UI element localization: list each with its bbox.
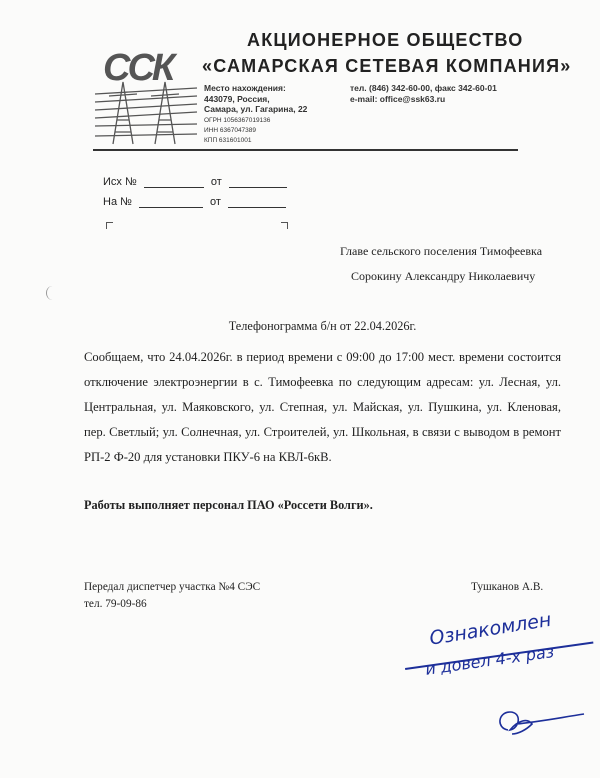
svg-text:ССК: ССК <box>103 47 173 89</box>
incoming-number-blank <box>139 196 203 208</box>
outgoing-ref-row <box>103 176 287 188</box>
outgoing-ref-label: Исх № <box>103 176 137 188</box>
company-contacts <box>350 83 497 104</box>
company-address <box>204 83 307 115</box>
company-phone: тел. (846) 342-60-00, факс 342-60-01 <box>350 83 497 93</box>
outgoing-date-blank <box>229 176 287 188</box>
incoming-date-label: от <box>210 196 221 208</box>
handwritten-signature <box>488 700 588 742</box>
address-line1: 443079, Россия, <box>204 93 270 104</box>
company-email: e-mail: office@ssk63.ru <box>350 93 446 104</box>
outgoing-number-blank <box>144 176 204 188</box>
company-registration <box>204 116 270 146</box>
incoming-date-blank <box>228 196 286 208</box>
works-note: Работы выполняет персонал ПАО «Россети Волги». <box>84 498 373 512</box>
fold-mark-right <box>281 222 288 229</box>
fold-mark-left <box>106 222 113 229</box>
sender-phone: тел. 79-09-86 <box>84 598 147 610</box>
address-label: Место нахождения: <box>204 83 286 93</box>
company-name-line1: АКЦИОНЕРНОЕ ОБЩЕСТВО <box>247 30 524 50</box>
kpp: КПП 631601001 <box>204 137 252 144</box>
message-body: Сообщаем, что 24.04.2026г. в период времени с 09:00 до 17:00 мест. времени состоится отключение электроэнергии в с. Тимофеевка по следующим адресам: ул. Лесная, ул. Центральная, ул. Маяковского, ул. Степная, ул. Майская, ул. Пушкина, ул. Кленовая, пер. Светлый; ул. Солнечная, ул. Строителей, ул. Школьная, в связи с выводом в ремонт РП-2 Ф-20 для установки ПКУ-6 на КВЛ-6кВ. <box>84 350 561 464</box>
company-logo <box>93 36 199 146</box>
hole-punch-mark <box>46 286 59 300</box>
sender-name: Тушканов А.В. <box>471 581 544 593</box>
ogrn: ОГРН 1056367019136 <box>204 117 271 124</box>
address-line2: Самара, ул. Гагарина, 22 <box>204 104 308 114</box>
outgoing-date-label: от <box>210 176 222 188</box>
inn: ИНН 6367047389 <box>204 127 257 134</box>
incoming-ref-label: На № <box>103 196 132 208</box>
sender-line: Передал диспетчер участка №4 СЭС <box>84 581 261 593</box>
incoming-ref-row <box>103 196 286 208</box>
telephonogram-title: Телефонограмма б/н от 22.04.2026г. <box>228 319 417 333</box>
addressee-line2: Сорокину Александру Николаевичу <box>351 269 536 283</box>
letterhead-divider <box>93 149 518 151</box>
addressee-line1: Главе сельского поселения Тимофеевка <box>340 244 543 258</box>
handwritten-note-line2: и довел 4-х раз <box>424 641 556 679</box>
handwritten-note-line1: Ознакомлен <box>428 608 553 650</box>
company-name-line2: «САМАРСКАЯ СЕТЕВАЯ КОМПАНИЯ» <box>202 56 572 76</box>
